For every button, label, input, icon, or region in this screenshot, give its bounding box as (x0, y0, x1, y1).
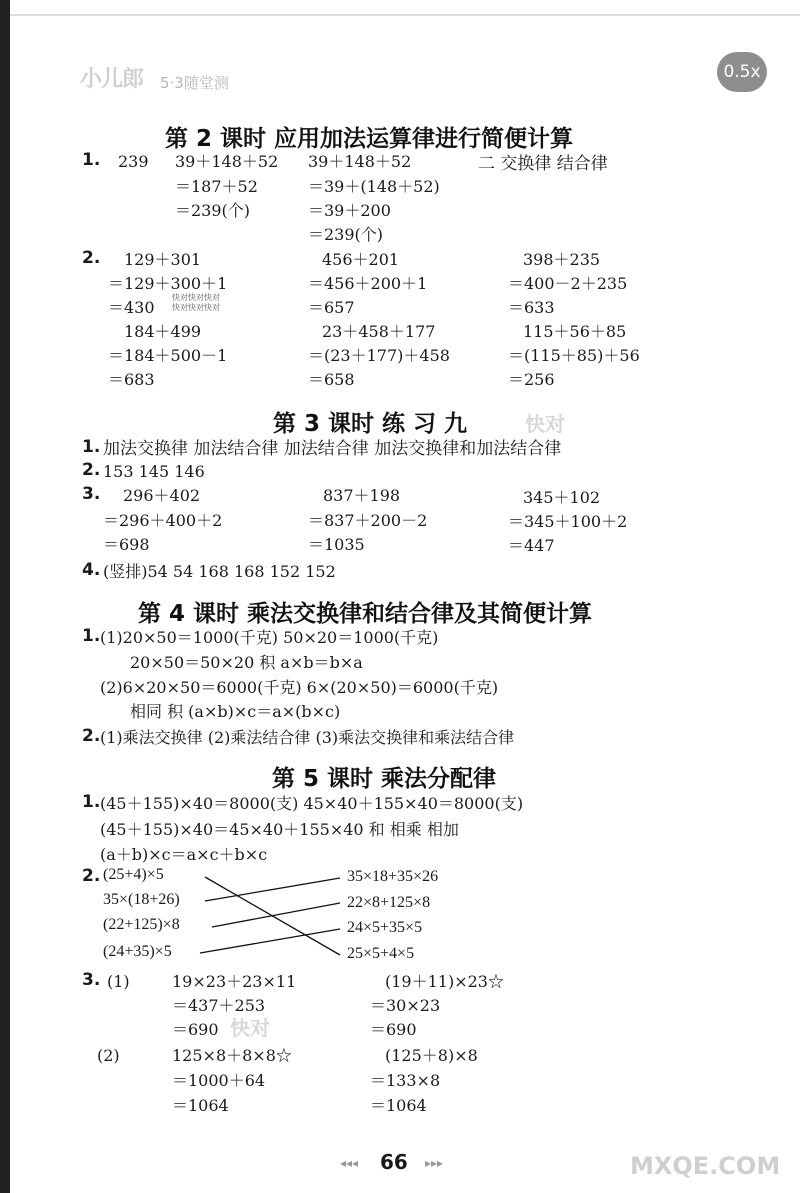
question-number: 2. (82, 248, 101, 268)
match-right-item: 24×5+35×5 (347, 919, 423, 936)
calc-line: 相同 积 (a×b)×c＝a×(b×c) (130, 702, 341, 721)
calc-line: (1)20×50＝1000(千克) 50×20＝1000(千克) (100, 628, 439, 647)
book-series-label: 5·3随堂测 (160, 74, 229, 92)
question-number: 1. (82, 437, 101, 457)
question-number: 2. (82, 866, 101, 886)
lesson-title: 第 3 课时 练 习 九 (273, 411, 468, 437)
match-line (205, 878, 340, 901)
part-label: (2) (97, 1046, 120, 1065)
match-right-item: 22×8+125×8 (347, 894, 431, 911)
calc-line: ＝239(个) (175, 201, 251, 220)
calc-line: (a＋b)×c＝a×c＋b×c (100, 845, 268, 864)
question-number: 1. (82, 150, 101, 170)
answer-text: 239 (118, 152, 149, 171)
match-right-item: 25×5+4×5 (347, 945, 415, 962)
stamp-text: 快对快对快对 (172, 293, 220, 302)
question-number: 4. (82, 560, 101, 580)
calc-line: ＝683 (108, 370, 155, 389)
zoom-level-button[interactable]: 0.5x (717, 52, 767, 92)
question-number: 1. (82, 626, 101, 646)
calc-line: ＝658 (308, 370, 355, 389)
calc-line: 125×8＋8×8☆ (172, 1046, 292, 1065)
calc-line: ＝30×23 (370, 996, 441, 1015)
next-page-arrows[interactable]: ▸▸▸ (425, 1156, 444, 1170)
site-watermark: MXQE.COM (630, 1152, 781, 1180)
question-number: 3. (82, 484, 101, 504)
calc-line: ＝(23＋177)＋458 (308, 346, 450, 365)
calc-line: (45＋155)×40＝8000(支) 45×40＋155×40＝8000(支) (100, 794, 524, 813)
answer-text: (竖排)54 54 168 168 152 152 (103, 562, 336, 581)
calc-line: 184＋499 (124, 322, 202, 341)
calc-line: ＝239(个) (308, 225, 384, 244)
calc-line: ＝129＋300＋1 (108, 274, 228, 293)
answer-text: 二 交换律 结合律 (478, 154, 608, 174)
question-number: 2. (82, 726, 101, 746)
match-line (200, 929, 340, 953)
question-number: 1. (82, 792, 101, 812)
calc-line: ＝633 (508, 298, 555, 317)
calc-line: ＝430 (108, 298, 155, 317)
match-right-item: 35×18+35×26 (347, 868, 439, 885)
calc-line: ＝690 (370, 1020, 417, 1039)
calc-line: 23＋458＋177 (322, 322, 436, 341)
calc-line: 296＋402 (123, 486, 201, 505)
match-left-item: (25+4)×5 (103, 866, 164, 883)
calc-line: ＝690 (172, 1020, 219, 1039)
book-logo: 小儿郎 (80, 67, 144, 92)
calc-line: ＝(115＋85)＋56 (508, 346, 640, 365)
lesson-title: 第 4 课时 乘法交换律和结合律及其简便计算 (138, 601, 593, 627)
question-number: 3. (82, 970, 101, 990)
calc-line: ＝1000＋64 (172, 1071, 266, 1090)
match-line (212, 903, 340, 927)
calc-line: (125＋8)×8 (385, 1046, 478, 1065)
answer-text: 153 145 146 (103, 462, 205, 481)
prev-page-arrows[interactable]: ◂◂◂ (340, 1156, 359, 1170)
calc-line: ＝184＋500－1 (108, 346, 228, 365)
calc-line: 398＋235 (523, 250, 601, 269)
calc-line: ＝39＋(148＋52) (308, 177, 440, 196)
watermark-text: 快对 (230, 1016, 270, 1040)
calc-line: 115＋56＋85 (523, 322, 627, 341)
question-number: 2. (82, 460, 101, 480)
lesson-title: 第 2 课时 应用加法运算律进行简便计算 (165, 126, 574, 152)
match-left-item: (24+35)×5 (103, 943, 172, 960)
page-number: 66 (380, 1150, 408, 1174)
calc-line: 19×23＋23×11 (172, 972, 297, 991)
calc-line: (19＋11)×23☆ (385, 972, 504, 991)
calc-line: 456＋201 (322, 250, 400, 269)
calc-line: ＝400－2＋235 (508, 274, 628, 293)
calc-line: ＝698 (103, 535, 150, 554)
calc-line: ＝837＋200－2 (308, 511, 428, 530)
calc-line: 837＋198 (323, 486, 401, 505)
calc-line: ＝1064 (370, 1096, 427, 1115)
calc-line: ＝345＋100＋2 (508, 512, 628, 531)
calc-line: 20×50＝50×20 积 a×b＝b×a (130, 653, 363, 672)
calc-line: ＝1064 (172, 1096, 229, 1115)
match-left-item: (22+125)×8 (103, 916, 180, 933)
calc-line: (2)6×20×50＝6000(千克) 6×(20×50)＝6000(千克) (100, 678, 499, 697)
lesson-title: 第 5 课时 乘法分配律 (272, 766, 497, 792)
calc-line: ＝39＋200 (308, 201, 391, 220)
calc-line: (45＋155)×40＝45×40＋155×40 和 相乘 相加 (100, 820, 459, 839)
calc-line: 39＋148＋52 (175, 152, 279, 171)
calc-line: 39＋148＋52 (308, 152, 412, 171)
answer-text: (1)乘法交换律 (2)乘法结合律 (3)乘法交换律和乘法结合律 (100, 728, 515, 747)
calc-line: ＝437＋253 (172, 996, 266, 1015)
calc-line: ＝1035 (308, 535, 365, 554)
part-label: (1) (107, 972, 130, 991)
calc-line: 345＋102 (523, 488, 601, 507)
calc-line: ＝447 (508, 536, 555, 555)
answer-text: 加法交换律 加法结合律 加法结合律 加法交换律和加法结合律 (103, 439, 562, 459)
calc-line: ＝296＋400＋2 (103, 511, 223, 530)
watermark-text: 快对 (525, 412, 565, 436)
calc-line: ＝657 (308, 298, 355, 317)
calc-line: ＝133×8 (370, 1071, 441, 1090)
calc-line: ＝187＋52 (175, 177, 258, 196)
match-left-item: 35×(18+26) (103, 891, 180, 908)
calc-line: ＝456＋200＋1 (308, 274, 428, 293)
calc-line: 129＋301 (124, 250, 202, 269)
stamp-text: 快对快对快对 (172, 303, 220, 312)
calc-line: ＝256 (508, 370, 555, 389)
